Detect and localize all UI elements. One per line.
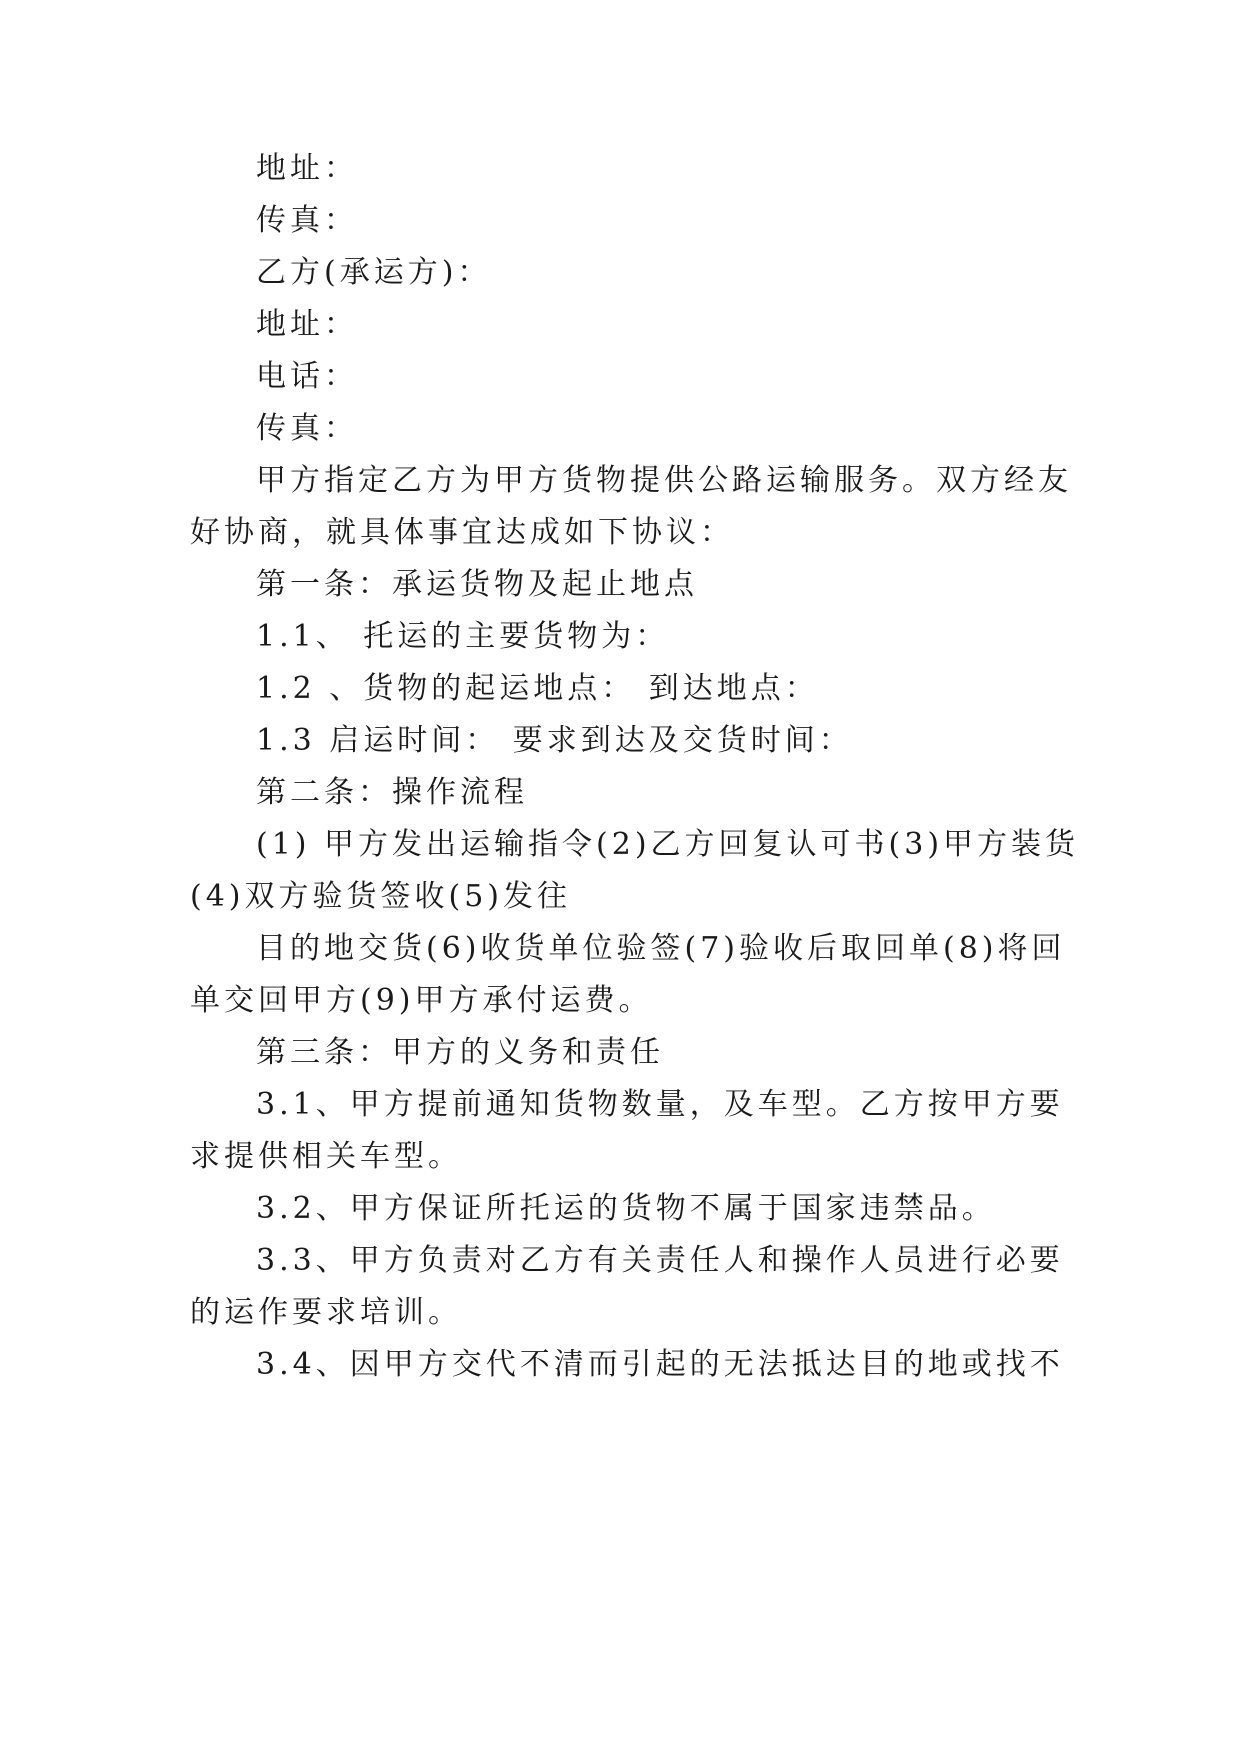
article-three-heading: 第三条：甲方的义务和责任 [256,1035,664,1070]
fax-label: 传真： [256,203,358,238]
paragraph-line: 好协商，就具体事宜达成如下协议： [190,515,734,550]
clause-1-3: 1.3 启运时间： 要求到达及交货时间： [256,723,853,758]
process-line: 目的地交货(6)收货单位验签(7)验收后取回单(8)将回 [256,931,1066,966]
clause-3-2: 3.2、甲方保证所托运的货物不属于国家违禁品。 [256,1191,996,1226]
party-b-fax-label: 传真： [256,411,358,446]
clause-1-2: 1.2 、货物的起运地点： 到达地点： [256,671,819,706]
process-line: (1) 甲方发出运输指令(2)乙方回复认可书(3)甲方装货 [256,827,1080,862]
party-b-address-label: 地址： [256,307,358,342]
clause-3-3-continued: 的运作要求培训。 [190,1295,462,1330]
clause-3-1-continued: 求提供相关车型。 [190,1139,462,1174]
paragraph-line: 甲方指定乙方为甲方货物提供公路运输服务。双方经友 [256,463,1072,498]
article-two-heading: 第二条：操作流程 [256,775,528,810]
address-label: 地址： [256,151,358,186]
process-line: (4)双方验货签收(5)发往 [190,879,571,914]
clause-3-1: 3.1、甲方提前通知货物数量，及车型。乙方按甲方要 [256,1087,1064,1122]
clause-3-4: 3.4、因甲方交代不清而引起的无法抵达目的地或找不 [256,1347,1064,1382]
party-b-label: 乙方(承运方)： [256,255,492,290]
article-one-heading: 第一条：承运货物及起止地点 [256,567,698,602]
clause-3-3: 3.3、甲方负责对乙方有关责任人和操作人员进行必要 [256,1243,1064,1278]
process-line: 单交回甲方(9)甲方承付运费。 [190,983,653,1018]
clause-1-1: 1.1、 托运的主要货物为： [256,619,670,654]
party-b-phone-label: 电话： [256,359,358,394]
